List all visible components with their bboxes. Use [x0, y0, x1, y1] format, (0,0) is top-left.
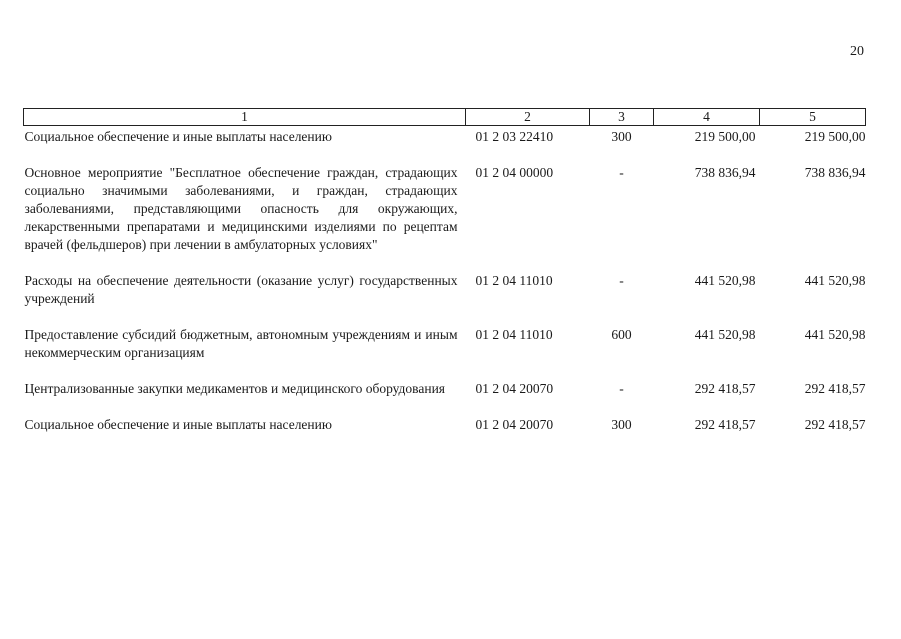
row-code: 01 2 04 11010 — [475, 327, 553, 342]
table-row — [24, 378, 866, 414]
row-amount-5: 441 520,98 — [804, 273, 866, 288]
row-name: Социальное обеспечение и иные выплаты населению — [24, 417, 332, 432]
row-amount-5: 292 418,57 — [804, 417, 866, 432]
row-code: 01 2 04 00000 — [475, 165, 554, 180]
row-amount-5: 219 500,00 — [760, 126, 866, 163]
row-expense-type: - — [619, 165, 624, 180]
row-expense-type: - — [619, 273, 624, 288]
table-row — [24, 162, 866, 270]
header-row — [24, 109, 866, 126]
row-expense-type: - — [619, 381, 624, 396]
row-amount-5: 292 418,57 — [804, 381, 866, 396]
row-name: Предоставление субсидий бюджетным, автономным учреждениям и иным некоммерческим организациям — [24, 327, 458, 360]
row-code: 01 2 04 11010 — [475, 273, 553, 288]
page-number: 20 — [850, 44, 864, 59]
row-name: Основное мероприятие "Бесплатное обеспечение граждан, страдающих социально значимыми заболеваниями, и граждан, страдающих заболеваниями, представляющими опасность для окружающих, лекарственными препаратами и медицинскими изделиями по рецептам врачей (фельдшеров) при лечении в амбулаторных условиях" — [24, 165, 458, 252]
column-header-2: 2 — [466, 109, 590, 126]
table-row — [24, 126, 866, 163]
row-expense-type: 600 — [611, 327, 632, 342]
table-body — [24, 126, 866, 451]
column-header-1: 1 — [24, 109, 466, 126]
row-code: 01 2 04 20070 — [475, 381, 554, 396]
table-row — [24, 324, 866, 378]
budget-table — [23, 108, 866, 450]
row-name: Социальное обеспечение и иные выплаты населению — [24, 126, 466, 163]
table-row — [24, 414, 866, 450]
column-header-3: 3 — [590, 109, 654, 126]
row-amount-4: 441 520,98 — [694, 273, 756, 288]
row-name: Централизованные закупки медикаментов и медицинского оборудования — [24, 381, 446, 396]
row-expense-type: 300 — [590, 126, 654, 163]
row-amount-4: 292 418,57 — [694, 381, 756, 396]
row-amount-4: 219 500,00 — [654, 126, 760, 163]
table-row — [24, 270, 866, 324]
row-code: 01 2 03 22410 — [466, 126, 590, 163]
row-amount-4: 738 836,94 — [694, 165, 756, 180]
column-header-4: 4 — [654, 109, 760, 126]
column-header-5: 5 — [760, 109, 866, 126]
row-amount-4: 441 520,98 — [694, 327, 756, 342]
row-code: 01 2 04 20070 — [475, 417, 554, 432]
row-amount-4: 292 418,57 — [694, 417, 756, 432]
row-amount-5: 441 520,98 — [804, 327, 866, 342]
row-expense-type: 300 — [611, 417, 632, 432]
row-amount-5: 738 836,94 — [804, 165, 866, 180]
table-header — [24, 109, 866, 126]
row-name: Расходы на обеспечение деятельности (оказание услуг) государственных учреждений — [24, 273, 458, 306]
